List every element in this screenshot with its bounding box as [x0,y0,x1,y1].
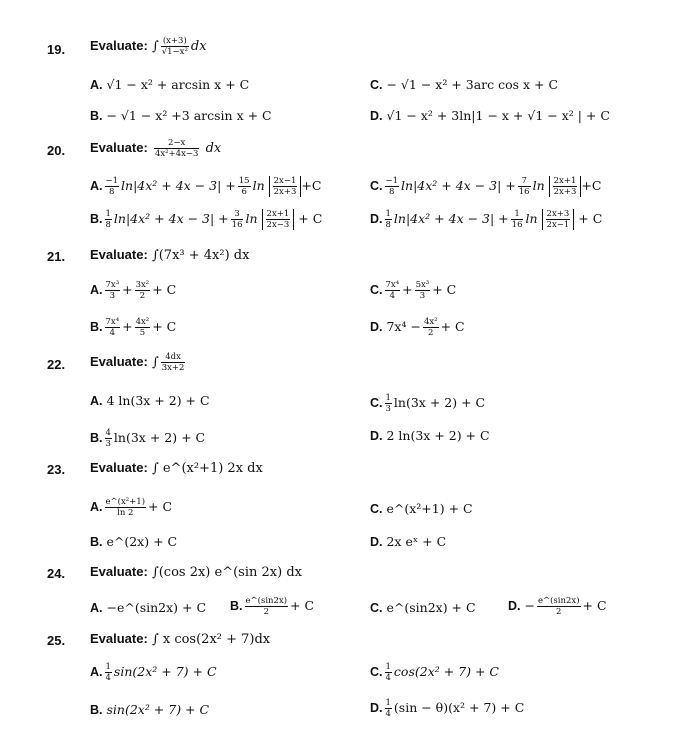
evaluate-label: Evaluate: [90,38,148,53]
question-number: 19. [47,42,66,57]
question-number: 20. [47,143,66,158]
question-prompt: Evaluate: $\frac{2-x}{\text{4x²+4x−3}}$ dx [90,138,222,159]
option-d[interactable]: D. $\frac{1}{8}$ ln|4x² + 4x − 3| + $\frac{1}{16}$ ln $\frac{2x+3}{2x-1}$ + C [370,209,603,230]
question-number: 21. [47,249,66,264]
option-b[interactable]: B. e^(2x) + C [90,534,178,549]
question-prompt: Evaluate: ∫ e^(x²+1) 2x dx [90,460,263,476]
option-b[interactable]: B. $\frac{4}{3}$ ln(3x + 2) + C [90,428,206,449]
option-d[interactable]: D. 2x eˣ + C [370,534,447,549]
option-d[interactable]: D. √1 − x² + 3ln|1 − x + √1 − x² | + C [370,108,610,123]
option-b[interactable]: B. $\frac{\text{7x⁴}}{4}$ + $\frac{\text{4x²}}{5}$ + C [90,317,177,338]
option-c[interactable]: C. $\frac{-1}{8}$ ln|4x² + 4x − 3| + $\frac{7}{16}$ ln $\frac{2x+1}{2x+3}$ +C [370,176,602,197]
option-a[interactable]: A. −e^(sin2x) + C [90,600,207,615]
option-c[interactable]: C. $\frac{1}{4}$ cos(2x² + 7) + C [370,662,499,683]
option-b[interactable]: B. − √1 − x² +3 arcsin x + C [90,108,272,123]
option-d[interactable]: D. 7x⁴ − $\frac{\text{4x²}}{2}$ + C [370,317,465,338]
option-c[interactable]: C. $\frac{\text{7x⁴}}{4}$ + $\frac{\text{5x³}}{3}$ + C [370,280,457,301]
option-a[interactable]: A. 4 ln(3x + 2) + C [90,393,210,408]
option-a[interactable]: A. $\frac{-1}{8}$ ln|4x² + 4x − 3| + $\frac{15}{6}$ ln $\frac{2x-1}{2x+3}$ +C [90,176,322,197]
option-b[interactable]: B. sin(2x² + 7) + C [90,702,210,717]
option-a[interactable]: A. $\frac{\text{e\textasciicircum{}(x²+1)}}{\ln 2}$ + C [90,497,173,518]
question-prompt: Evaluate: ∫(7x³ + 4x²) dx [90,247,250,263]
question-number: 23. [47,462,66,477]
question-number: 25. [47,633,66,648]
option-d[interactable]: D. $\frac{1}{4}$ (sin − θ)(x² + 7) + C [370,698,525,719]
question-prompt: Evaluate: ∫ $\frac{4dx}{3x+2}$ [90,352,185,373]
question-number: 22. [47,357,66,372]
option-d[interactable]: D. − $\frac{e\^{}(\sin 2x)}{2}$ + C [508,596,607,617]
question-prompt: Evaluate: ∫ $\frac{(x+3)}{\text{√1−x²}}$ dx [90,36,207,57]
option-c[interactable]: C. $\frac{1}{3}$ ln(3x + 2) + C [370,393,486,414]
question-prompt: Evaluate: ∫ x cos(2x² + 7)dx [90,631,271,647]
option-a[interactable]: A. $\frac{1}{4}$ sin(2x² + 7) + C [90,662,217,683]
option-c[interactable]: C. − √1 − x² + 3arc cos x + C [370,77,559,92]
option-c[interactable]: C. e^(x²+1) + C [370,501,473,516]
option-b[interactable]: B. $\frac{1}{8}$ ln|4x² + 4x − 3| + $\frac{3}{16}$ ln $\frac{2x+1}{2x-3}$ + C [90,209,323,230]
question-prompt: Evaluate: ∫(cos 2x) e^(sin 2x) dx [90,564,302,580]
option-a[interactable]: A. $\frac{\text{7x³}}{3}$ + $\frac{\text{3x²}}{2}$ + C [90,280,177,301]
option-b[interactable]: B. $\frac{e\^{}(\sin 2x)}{2}$ + C [230,596,315,617]
question-number: 24. [47,566,66,581]
option-a[interactable]: A. √1 − x² + arcsin x + C [90,77,250,92]
option-c[interactable]: C. e^(sin2x) + C [370,600,476,615]
option-d[interactable]: D. 2 ln(3x + 2) + C [370,428,490,443]
